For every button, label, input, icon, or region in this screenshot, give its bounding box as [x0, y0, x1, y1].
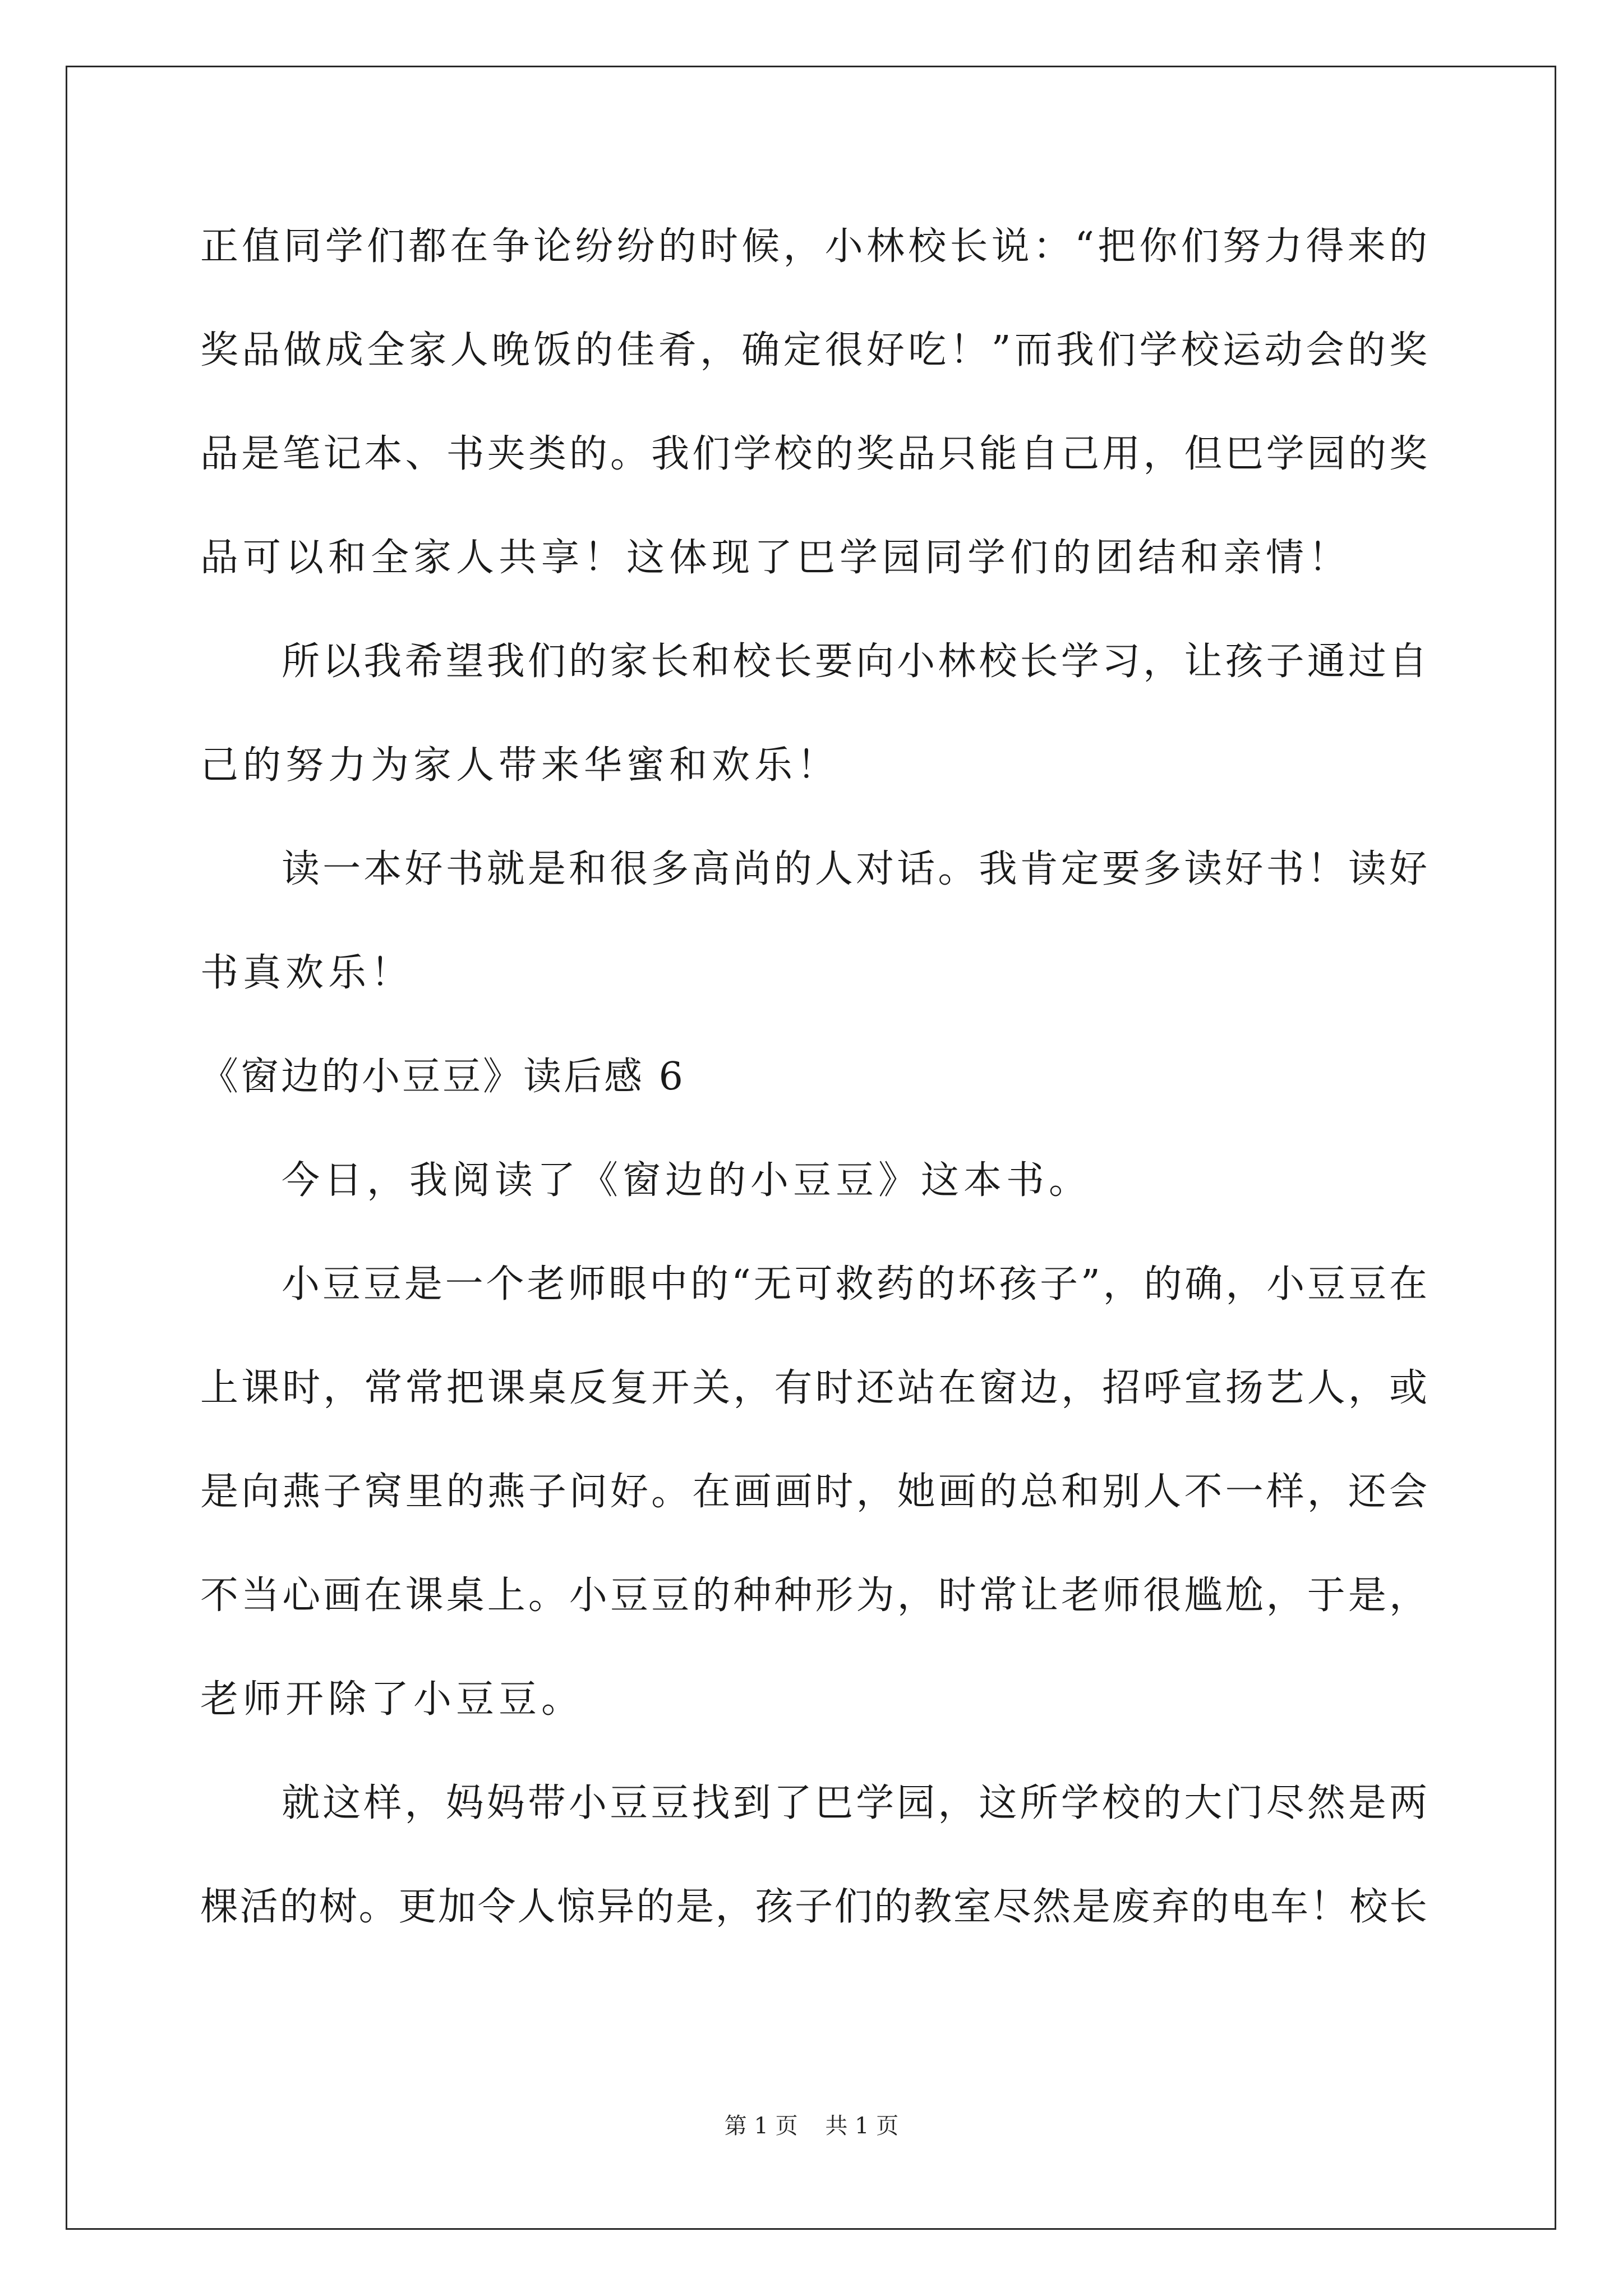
text-line: 是向燕子窝里的燕子问好。在画画时，她画的总和别人不一样，还会	[200, 1470, 1427, 1514]
text-line: 书真欢乐！	[200, 951, 414, 995]
text-line: 就这样，妈妈带小豆豆找到了巴学园，这所学校的大门尽然是两	[282, 1781, 1427, 1825]
text-line: 上课时，常常把课桌反复开关，有时还站在窗边，招呼宣扬艺人，或	[200, 1366, 1427, 1410]
text-line: 不当心画在课桌上。小豆豆的种种形为，时常让老师很尴尬，于是，	[200, 1573, 1427, 1618]
text-line: 小豆豆是一个老师眼中的“无可救药的坏孩子”，的确，小豆豆在	[282, 1262, 1427, 1306]
page-total: 共 1 页	[825, 2113, 899, 2139]
text-line: 所以我希望我们的家长和校长要向小林校长学习，让孩子通过自	[282, 639, 1427, 684]
text-line: 读一本好书就是和很多高尚的人对话。我肯定要多读好书！读好	[282, 847, 1427, 891]
section-heading: 《窗边的小豆豆》读后感 6	[200, 1055, 685, 1099]
text-line: 品是笔记本、书夹类的。我们学校的奖品只能自己用，但巴学园的奖	[200, 432, 1427, 476]
page-number: 第 1 页	[724, 2113, 798, 2139]
text-line: 奖品做成全家人晚饭的佳肴，确定很好吃！”而我们学校运动会的奖	[200, 328, 1427, 372]
page-footer	[0, 2109, 1623, 2143]
text-line: 品可以和全家人共享！这体现了巴学园同学们的团结和亲情！	[200, 536, 1352, 580]
text-line: 今日，我阅读了《窗边的小豆豆》这本书。	[282, 1158, 1092, 1203]
text-line: 老师开除了小豆豆。	[200, 1677, 584, 1722]
text-line: 正值同学们都在争论纷纷的时候，小林校长说：“把你们努力得来的	[200, 224, 1427, 269]
text-line: 棵活的树。更加令人惊异的是，孩子们的教室尽然是废弃的电车！校长	[200, 1885, 1427, 1929]
text-line: 己的努力为家人带来华蜜和欢乐！	[200, 743, 840, 788]
